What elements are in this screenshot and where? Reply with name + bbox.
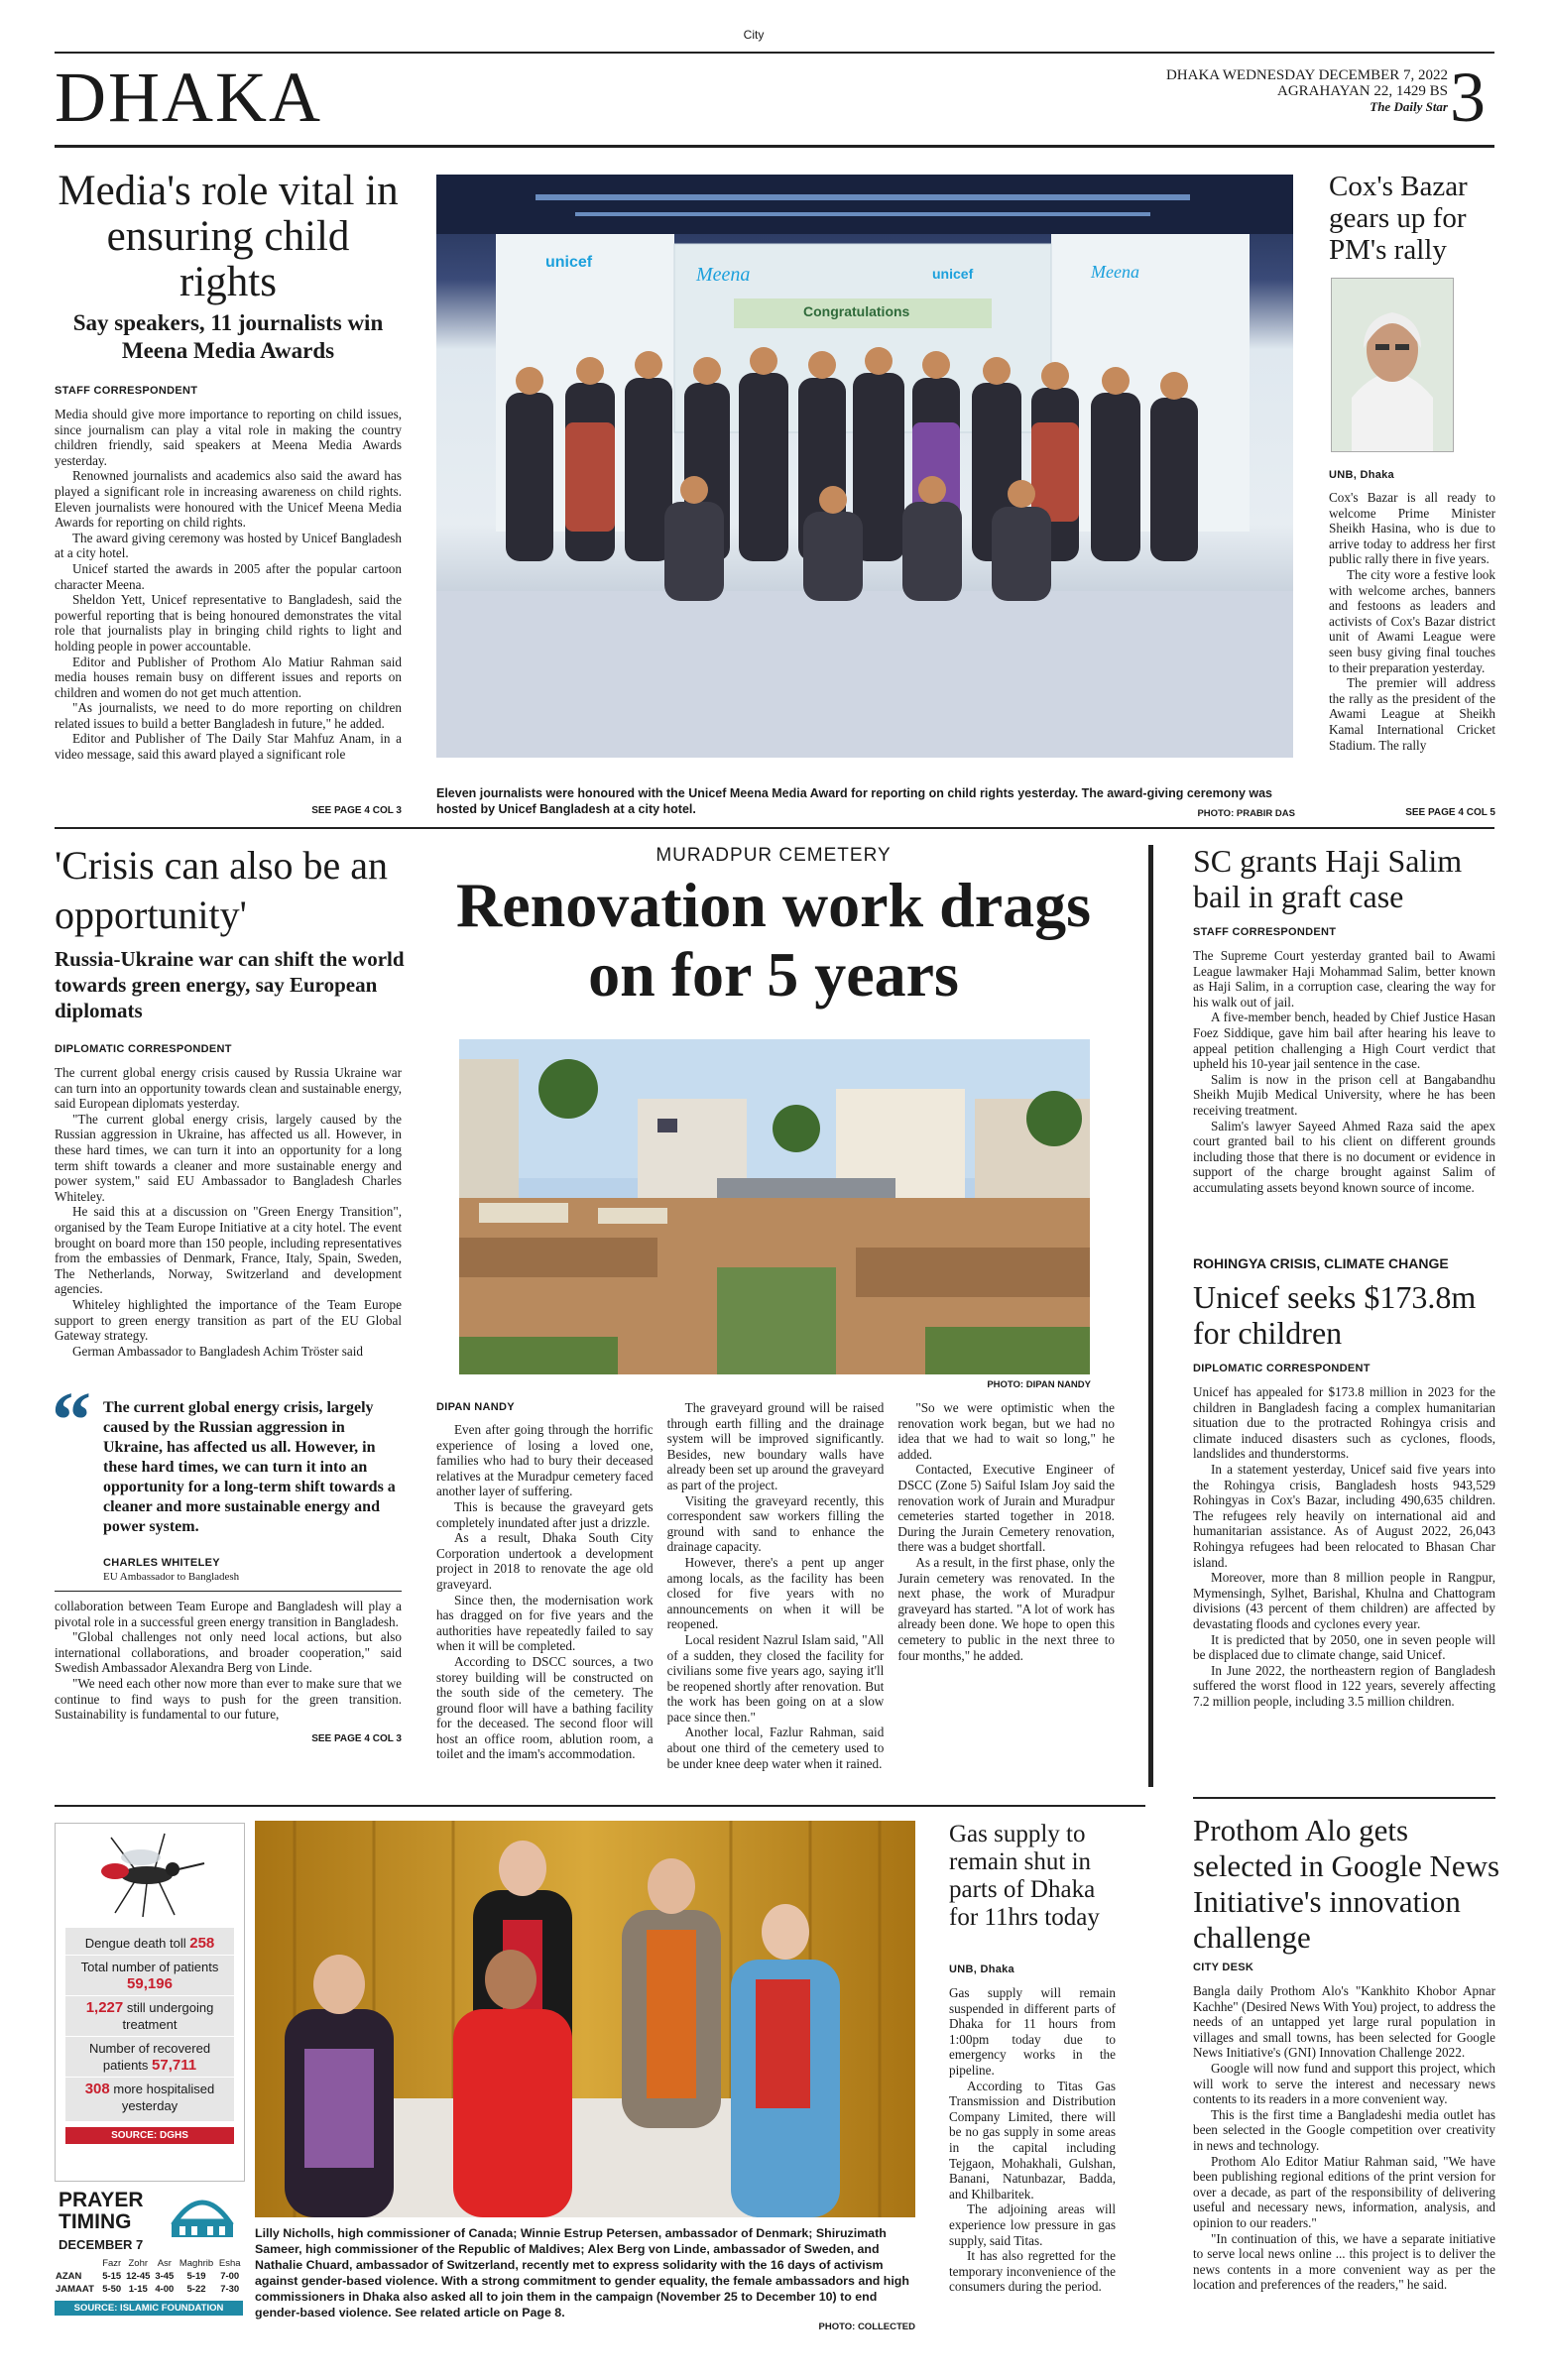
ambassadors-photo-credit: PHOTO: COLLECTED (818, 2321, 915, 2332)
prayer-row (55, 2270, 243, 2283)
salim-paragraph: Salim is now in the prison cell at Bangabandhu Sheikh Mujib Medical University, where he has been receiving treatment. (1193, 1071, 1495, 1118)
coxs-byline: UNB, Dhaka (1329, 469, 1394, 481)
prayer-header: Maghrib (179, 2258, 214, 2269)
salim-paragraph: A five-member bench, headed by Chief Justice Hasan Foez Siddique, gave him bail after hearing his leave to appeal petition challenging a High Court verdict that upheld his 10-year jail sentence in the case. (1193, 1010, 1495, 1072)
prothom-paragraph: "In continuation of this, we have a separate initiative to serve local news online ... this project is to deliver the news contents in a more convenient way as per the location and preferences of the readers," he said. (1193, 2230, 1495, 2293)
meena-sign: Meena (696, 264, 751, 286)
renovation-paragraph: However, there's a pent up anger among locals, as the facility has been closed for five years with no announcements on when it will be reopened. (666, 1554, 885, 1632)
lead-byline: STAFF CORRESPONDENT (55, 385, 198, 397)
renovation-headline: Renovation work drags on for 5 years (455, 870, 1092, 1010)
right-column-divider (1148, 845, 1153, 1787)
cemetery-photo-credit: PHOTO: DIPAN NANDY (987, 1379, 1091, 1390)
lead-see-page[interactable]: SEE PAGE 4 COL 3 (311, 805, 402, 816)
ambassadors-photo (255, 1821, 915, 2217)
crisis-paragraph: "Global challenges not only need local actions, but also international collaborations, and broader cooperation," said Swedish Ambassador Alexandra Berg von Linde. (55, 1629, 402, 1676)
dengue-recovered-value: 57,711 (152, 2057, 197, 2074)
prothom-paragraph: Bangla daily Prothom Alo's "Kankhito Khobor Apnar Kachhe" (Desired News With You) project, to address the needs of an untapped yet large rural population in villages and small towns, has been selected for Google News Initiative's (GNI) Innovation Challenge 2022. (1193, 1983, 1495, 2061)
renovation-paragraph: Visiting the graveyard recently, this correspondent saw workers filling the ground with sand to enhance the drainage capacity. (666, 1492, 885, 1555)
renovation-kicker: MURADPUR CEMETERY (656, 845, 892, 866)
prayer-header: Fazr (102, 2258, 122, 2269)
prayer-time: 7-00 (220, 2271, 240, 2282)
prayer-time: 5-22 (186, 2284, 206, 2295)
dengue-source: SOURCE: DGHS (65, 2127, 234, 2144)
prayer-title: PRAYER TIMING (59, 2189, 144, 2233)
prayer-date: DECEMBER 7 (59, 2237, 144, 2252)
cemetery-photo (459, 1039, 1090, 1374)
unicef-paragraph: In a statement yesterday, Unicef said five years into the Rohingya crisis, Bangladesh hosts 943,529 Rohingyas in Cox's Bazar, including 490,635 children. The refugees rely heavily on international aid and humanitarian assistance. As of August 2022, 26,043 Rohingya refugees had been relocated to Bhasan Char island. (1193, 1461, 1495, 1570)
unicef-paragraph: It is predicted that by 2050, one in seven people will be displaced due to climate change, said Unicef. (1193, 1631, 1495, 1663)
dengue-total-value: 59,196 (127, 1975, 173, 1992)
coxs-body (1329, 490, 1495, 805)
lead-paragraph: Editor and Publisher of The Daily Star Mahfuz Anam, in a video message, said this award played a significant role (55, 731, 402, 763)
gas-headline: Gas supply to remain shut in parts of Dhaka for 11hrs today (949, 1821, 1100, 1931)
renovation-paragraph: Contacted, Executive Engineer of DSCC (Zone 5) Saiful Islam Joy said the renovation work of Jurain and Muradpur cemeteries started together in 2018. During the Jurain Cemetery renovation, there was a budget shortfall. (897, 1462, 1115, 1555)
coxs-see-page[interactable]: SEE PAGE 4 COL 5 (1405, 807, 1495, 818)
gas-paragraph: Gas supply will remain suspended in different parts of Dhaka for 11 hours from 1:00pm today due to emergency works in the pipeline. (949, 1985, 1116, 2078)
portrait-figure (1332, 279, 1453, 451)
dengue-deaths-label: Dengue death toll (84, 1936, 186, 1951)
quote-title: EU Ambassador to Bangladesh (103, 1571, 240, 1583)
dengue-deaths-value: 258 (189, 1935, 215, 1952)
renovation-body (436, 1400, 1115, 1777)
pull-quote: The current global energy crisis, largely caused by the Russian aggression in Ukraine, has affected us all. However, in these hard times, we can turn it into an opportunity for a long-term shift towards a cleaner and more sustainable energy and power system. (103, 1399, 396, 1535)
award-photo-credit: PHOTO: PRABIR DAS (1197, 808, 1295, 819)
prothom-byline: CITY DESK (1193, 1962, 1254, 1973)
date-line (1101, 67, 1448, 115)
crisis-see-page[interactable]: SEE PAGE 4 COL 3 (311, 1733, 402, 1744)
page-number: 3 (1450, 58, 1486, 137)
prayer-row (55, 2283, 243, 2296)
unicef-paragraph: In June 2022, the northeastern region of Bangladesh suffered the worst flood in 122 years, severely affecting 7.2 million people, including 3.5 million children. (1193, 1662, 1495, 1709)
quote-divider (55, 1591, 402, 1592)
gas-paragraph: The adjoining areas will experience low pressure in gas supply, said Titas. (949, 2202, 1116, 2248)
award-ceremony-photo (436, 175, 1293, 758)
lead-subhead: Say speakers, 11 journalists win Meena Media Awards (72, 310, 384, 363)
salim-byline: STAFF CORRESPONDENT (1193, 926, 1337, 938)
prayer-header: Asr (157, 2258, 172, 2269)
crisis-paragraph: The current global energy crisis caused by Russia Ukraine war can turn into an opportunity towards clean and sustainable energy, said European diplomats yesterday. (55, 1065, 402, 1112)
prayer-time: 5-15 (102, 2271, 122, 2282)
prothom-paragraph: Prothom Alo Editor Matiur Rahman said, "We have been publishing regional editions of the print version for over a decade, as part of the responsibility of delivering useful and necessary news, information, analysis, and opinion to our readers." (1193, 2153, 1495, 2230)
lead-paragraph: Editor and Publisher of Prothom Alo Matiur Rahman said media houses remain busy on different issues and reports on children and women do not get much attention. (55, 654, 402, 700)
cemetery-scene (459, 1039, 1090, 1374)
lead-paragraph: Sheldon Yett, Unicef representative to Bangladesh, said the powerful reporting that is being honoured demonstrates the vital role that journalists play in bringing child rights to light and holding people in power accountable. (55, 592, 402, 654)
congratulations-banner: Congratulations (803, 303, 910, 319)
dengue-hospitalised-value: 308 (84, 2081, 110, 2097)
salim-paragraph: Salim's lawyer Sayeed Ahmed Raza said the apex court granted bail to his client on different grounds including those that there is no document or evidence in support of the charge brought against Salim of accumulating assets beyond known source of income. (1193, 1118, 1495, 1195)
renovation-paragraph: The graveyard ground will be raised through earth filling and the drainage system will be improved significantly. Besides, new boundary walls have already been set up around the graveyard as part of the project. (666, 1400, 885, 1492)
byline-spacer (436, 1400, 654, 1422)
prayer-time: 3-45 (155, 2271, 175, 2282)
gas-byline: UNB, Dhaka (949, 1964, 1014, 1975)
crisis-subhead: Russia-Ukraine war can shift the world towards green energy, say European diplomats (55, 947, 405, 1022)
renovation-paragraph: Another local, Fazlur Rahman, said about one third of the cemetery used to be under knee deep water when it rained. (666, 1725, 885, 1771)
renovation-paragraph: This is because the graveyard gets completely inundated after just a drizzle. (436, 1498, 654, 1530)
salim-paragraph: The Supreme Court yesterday granted bail to Awami League lawmaker Haji Mohammad Salim, better known as Haji Salim, in a corruption case, clearing the way for his walk out of jail. (1193, 948, 1495, 1010)
crisis-paragraph: He said this at a discussion on "Green Energy Transition", organised by the Team Europe Initiative at a city hotel. The event brought on board more than 150 people, including representatives from the embassies of Denmark, France, Italy, Spain, Sweden, The Netherlands, Norway, Switzerland and development agencies. (55, 1204, 402, 1297)
prothom-body (1193, 1983, 1495, 2344)
dengue-hospitalised-label: more hospitalised yesterday (113, 2082, 215, 2113)
renovation-paragraph: "So we were optimistic when the renovation work began, but we had no idea that we had to wait so long," he added. (897, 1400, 1115, 1462)
prayer-row-label: AZAN (56, 2271, 82, 2282)
lead-paragraph: Renowned journalists and academics also said the award has played a significant role in increasing awareness on child rights. Eleven journalists were honoured with the Unicef Meena Media Awards for reporting on child rights. (55, 468, 402, 531)
dengue-box (55, 1823, 245, 2182)
dengue-deaths (65, 1932, 234, 1956)
prayer-time: 5-50 (102, 2284, 122, 2295)
prayer-header: Esha (218, 2258, 241, 2269)
unicef-sign-left: unicef (545, 254, 593, 271)
renovation-paragraph: As a result, in the first phase, only the Jurain cemetery was renovated. In the next phase, the work of Muradpur graveyard has started. "A lot of work has already been done. We hope to open this cemetery to public in the next three to four months," he added. (897, 1554, 1115, 1663)
renovation-paragraph: Since then, the modernisation work has dragged on for five years and the authorities have repeatedly failed to say when it will be completed. (436, 1592, 654, 1654)
dengue-total-label: Total number of patients (80, 1960, 219, 1974)
gas-paragraph: It has also regretted for the temporary inconvenience of the consumers during the period. (949, 2248, 1116, 2295)
unicef-kicker: ROHINGYA CRISIS, CLIMATE CHANGE (1193, 1255, 1449, 1271)
coxs-headline: Cox's Bazar gears up for PM's rally (1329, 171, 1468, 266)
dengue-total (65, 1956, 234, 1996)
header-bottom-rule (55, 145, 1494, 148)
prayer-row-label: JAMAAT (56, 2284, 94, 2295)
prothom-paragraph: This is the first time a Bangladeshi media outlet has been selected in the Google competition over creativity in news and technology. (1193, 2106, 1495, 2153)
unicef-headline: Unicef seeks $173.8m for children (1193, 1279, 1477, 1351)
dengue-hospitalised (65, 2078, 234, 2117)
row2-divider-left (55, 1805, 1145, 1807)
ambassadors-caption: Lilly Nicholls, high commissioner of Canada; Winnie Estrup Petersen, ambassador of Denmark; Shiruzimath Sameer, high commissioner of the Republic of Maldives; Alex Berg von Linde, ambassador of Sweden, and Nathalie Chuard, ambassador of Switzerland, recently met to express solidarity with the 16 days of activism against gender-based violence. With a strong commitment to gender equality, the female ambassadors and high commissioners in Dhaka also asked all to join them in the campaign (November 25 to December 10) to end gender-based violence. See related article on Page 8. (255, 2226, 909, 2320)
lead-paragraph: Media should give more importance to reporting on child issues, since journalism can play a vital role in making the country children friendly, said speakers at Meena Media Awards yesterday. (55, 407, 402, 468)
dengue-recovered (65, 2037, 234, 2078)
renovation-paragraph: As a result, Dhaka South City Corporation undertook a development project in 2018 to renovate the age old graveyard. (436, 1530, 654, 1592)
prayer-time: 1-15 (128, 2284, 148, 2295)
crisis-paragraph: "The current global energy crisis, largely caused by the Russian aggression in Ukraine, has affected us all. However, in these hard times, we can turn it into an opportunity for a long term shift towards a cleaner and more sustainable energy and power system," said EU Ambassador to Bangladesh Charles Whiteley. (55, 1111, 402, 1204)
renovation-paragraph: According to DSCC sources, a two storey building will be constructed on the south side of the cemetery. The ground floor will have a bathing facility for the deceased. The second floor will host an office room, ablution room, a toilet and the imam's accommodation. (436, 1653, 654, 1762)
salim-body (1193, 948, 1495, 1232)
crisis-paragraph: German Ambassador to Bangladesh Achim Tröster said (72, 1343, 364, 1359)
lead-paragraph: Unicef started the awards in 2005 after the popular cartoon character Meena. (55, 560, 402, 592)
quote-name: CHARLES WHITELEY (103, 1557, 220, 1569)
crisis-byline: DIPLOMATIC CORRESPONDENT (55, 1043, 232, 1055)
crisis-body (55, 1065, 402, 1380)
unicef-paragraph: Moreover, more than 8 million people in Rangpur, Mymensingh, Sylhet, Barishal, Khulna and Chattogram divisions (43 percent of them children) are affected by devastating floods and cyclones every year. (1193, 1570, 1495, 1631)
paper-logo: The Daily Star (1370, 99, 1448, 114)
page-title: DHAKA (55, 58, 322, 137)
prayer-table (55, 2257, 243, 2296)
prayer-header: Zohr (128, 2258, 149, 2269)
crisis-paragraph: Whiteley highlighted the importance of the Team Europe support to green energy transition as part of the EU Global Gateway strategy. (55, 1296, 402, 1344)
prothom-paragraph: Google will now fund and support this project, which will work to serve the interest and necessary news contents to its readers in a more convenient way. (1193, 2060, 1495, 2107)
renovation-paragraph: Even after going through the horrific experience of losing a loved one, families who had to bury their deceased relatives at the Muradpur cemetery faced another layer of suffering. (436, 1422, 654, 1499)
prayer-time: 4-00 (155, 2284, 175, 2295)
crisis-body-continued (55, 1599, 402, 1729)
prothom-headline: Prothom Alo gets selected in Google News Initiative's innovation challenge (1193, 1813, 1500, 1955)
coxs-paragraph: The city wore a festive look with welcome arches, banners and festoons as leaders and activists of Cox's Bazar district unit of Awami League were seen busy giving final touches to their preparation yesterday. (1329, 566, 1495, 675)
lead-body (55, 407, 402, 797)
unicef-sign-center: unicef (932, 266, 974, 282)
date-text: DHAKA WEDNESDAY DECEMBER 7, 2022 (1165, 67, 1448, 83)
unicef-paragraph: Unicef has appealed for $173.8 million in 2023 for the children in Bangladesh facing a complex humanitarian situation due to the protracted Rohingya crisis and climate induced disasters such as cyclones, floods, landslides and thunderstorms. (1193, 1384, 1495, 1462)
ambassadors-scene (255, 1821, 915, 2217)
row1-divider (55, 827, 1494, 829)
section-label: City (743, 28, 765, 42)
prayer-time: 7-30 (220, 2284, 240, 2295)
gas-body (949, 1985, 1116, 2340)
row2-divider-right (1193, 1797, 1495, 1799)
mosquito-icon (56, 1824, 244, 1923)
salim-headline: SC grants Haji Salim bail in graft case (1193, 843, 1463, 914)
prayer-time: 12-45 (126, 2271, 151, 2282)
prayer-box (55, 2186, 243, 2344)
crisis-paragraph: "We need each other now more than ever to make sure that we continue to find ways to push for the green transition. Sustainability is fundamental to our future, (55, 1675, 402, 1723)
prayer-time: 5-19 (186, 2271, 206, 2282)
gas-paragraph: According to Titas Gas Transmission and Distribution Company Limited, there will be no gas supply in some areas in the capital including Tejgaon, Mohakhali, Gulshan, Banani, Natunbazar, Badda, and Khilbaritek. (949, 2078, 1116, 2202)
mosque-icon (166, 2188, 239, 2239)
pm-portrait (1331, 278, 1454, 452)
unicef-byline: DIPLOMATIC CORRESPONDENT (1193, 1363, 1371, 1374)
header-top-rule (55, 52, 1494, 54)
lead-paragraph: "As journalists, we need to do more reporting on children related issues to build a better Bangladesh in future," he added. (55, 700, 402, 731)
renovation-paragraph: Local resident Nazrul Islam said, "All of a sudden, they closed the facility for civilians some five years ago, saying it'll be reopened shortly after renovation. But the work has been going on at a slow pace since then." (666, 1631, 885, 1725)
renovation-byline: DIPAN NANDY (436, 1401, 515, 1413)
crisis-headline: 'Crisis can also be an opportunity' (55, 843, 389, 937)
coxs-paragraph: The premier will address the rally as the president of the Awami League at Sheikh Kamal International Cricket Stadium. The rally (1329, 675, 1495, 753)
meena-sign-right: Meena (1091, 262, 1139, 282)
prayer-source: SOURCE: ISLAMIC FOUNDATION (55, 2301, 243, 2316)
dengue-recovered-label: Number of recovered patients (88, 2041, 211, 2073)
dengue-treatment-label: still undergoing treatment (122, 2000, 214, 2032)
dengue-treatment-value: 1,227 (85, 1999, 124, 2016)
unicef-body (1193, 1384, 1495, 1781)
lead-headline: Media's role vital in ensuring child rights (58, 168, 399, 305)
prayer-header-row (55, 2257, 243, 2270)
quote-mark-icon: “ (52, 1377, 91, 1465)
coxs-paragraph: Cox's Bazar is all ready to welcome Prime Minister Sheikh Hasina, who is due to arrive today to address her first public rally there in five years. (1329, 490, 1495, 567)
dengue-treatment (65, 1996, 234, 2037)
crisis-paragraph: collaboration between Team Europe and Bangladesh will play a pivotal role in a successful green energy transition in Bangladesh. (55, 1599, 402, 1629)
lead-paragraph: The award giving ceremony was hosted by Unicef Bangladesh at a city hotel. (55, 530, 402, 561)
bangla-date: AGRAHAYAN 22, 1429 BS (1277, 83, 1448, 99)
award-photo-caption: Eleven journalists were honoured with the Unicef Meena Media Award for reporting on child rights yesterday. The award-giving ceremony was hosted by Unicef Bangladesh at a city hotel. (436, 786, 1273, 816)
